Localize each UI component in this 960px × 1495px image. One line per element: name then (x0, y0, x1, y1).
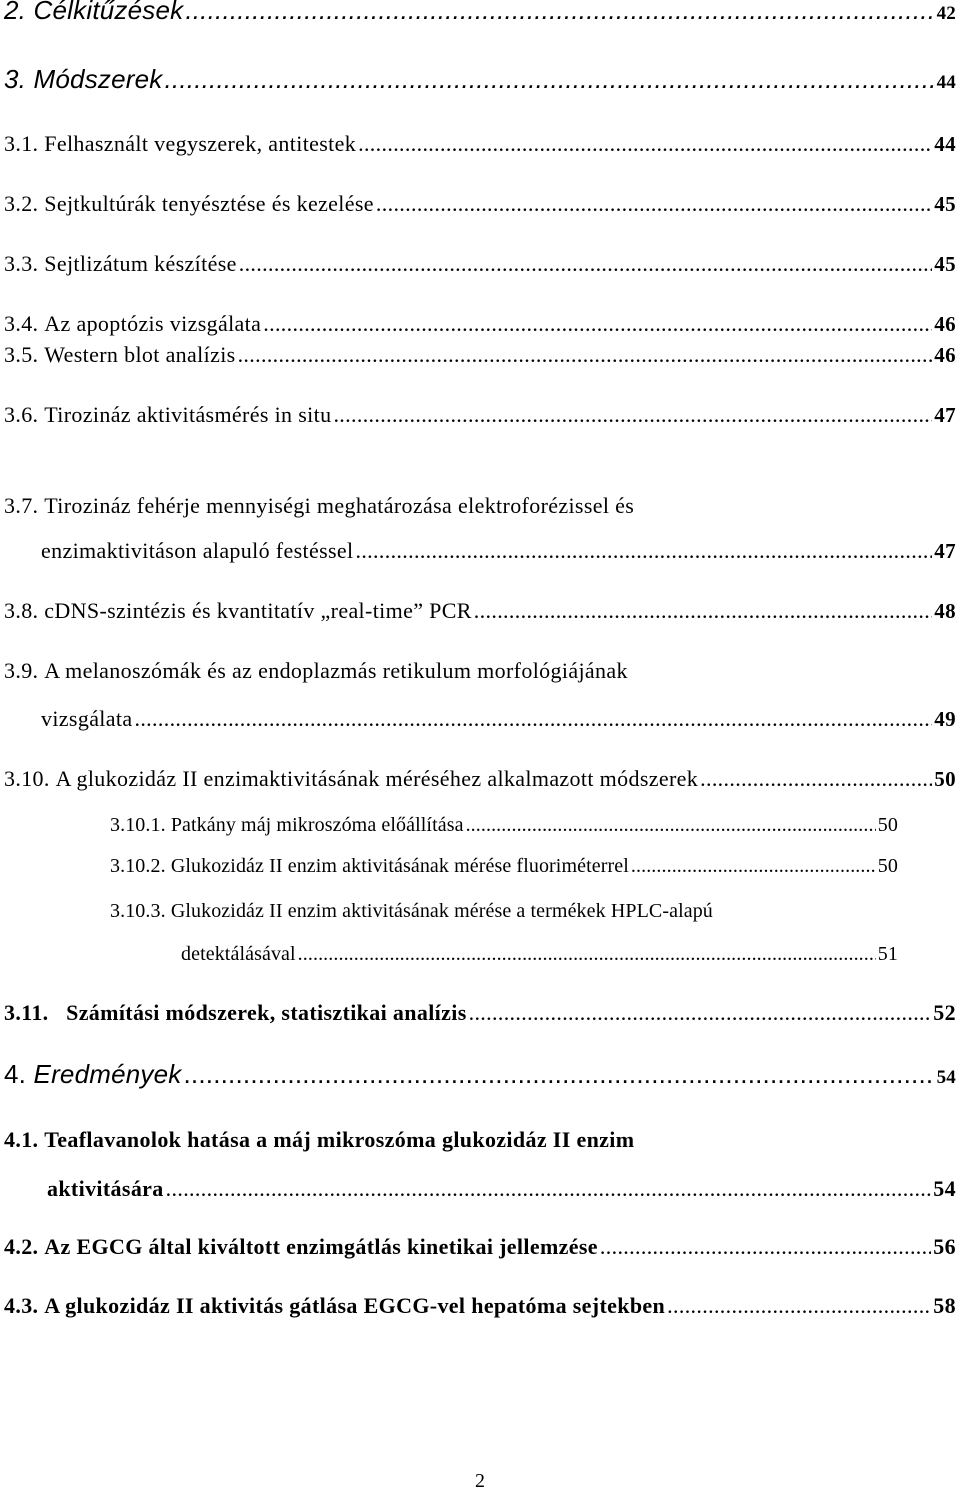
toc-entry-page: 42 (936, 3, 956, 24)
toc-entry-3-5[interactable] (4, 342, 956, 368)
toc-entry-modszerek[interactable] (4, 64, 956, 95)
toc-leader-dots (358, 131, 932, 157)
toc-entry-title: A melanoszómák és az endoplazmás retikulum morfológiájának (44, 658, 628, 683)
toc-entry-3-7[interactable] (4, 493, 956, 519)
toc-entry-title-continued: aktivitására (47, 1176, 164, 1201)
toc-entry-page: 44 (934, 132, 956, 156)
toc-entry-number: 3.10. (4, 766, 50, 791)
toc-entry-page: 46 (934, 312, 956, 336)
toc-entry-number: 3.10.2. (110, 855, 166, 877)
toc-entry-3-3[interactable] (4, 251, 956, 277)
toc-entry-3-7-continued[interactable] (4, 538, 956, 564)
toc-entry-3-10[interactable] (4, 766, 956, 792)
toc-entry-page: 52 (933, 1000, 956, 1025)
toc-entry-page: 50 (934, 767, 956, 791)
toc-entry-number: 2. (4, 0, 27, 25)
toc-entry-3-9-continued[interactable] (4, 706, 956, 732)
toc-entry-3-4[interactable] (4, 311, 956, 337)
toc-entry-number: 3.4. (4, 311, 39, 336)
toc-leader-dots (165, 64, 935, 95)
toc-entry-number: 3.11. (4, 1000, 49, 1025)
toc-entry-title: Western blot analízis (44, 342, 236, 367)
toc-entry-title: Számítási módszerek, statisztikai analízis (66, 1000, 467, 1025)
toc-entry-title: Sejtkultúrák tenyésztése és kezelése (44, 191, 374, 216)
toc-entry-3-10-1[interactable] (110, 814, 898, 837)
toc-leader-dots (263, 311, 932, 337)
toc-entry-number: 3.6. (4, 402, 39, 427)
toc-entry-page: 50 (877, 814, 898, 836)
toc-leader-dots (700, 766, 932, 792)
toc-entry-title: Teaflavanolok hatása a máj mikroszóma glukozidáz II enzim (44, 1127, 635, 1152)
toc-entry-page: 44 (936, 72, 956, 93)
toc-leader-dots (298, 943, 876, 966)
toc-entry-title: Glukozidáz II enzim aktivitásának mérése fluoriméterrel (170, 855, 629, 877)
toc-entry-title: Glukozidáz II enzim aktivitásának mérése a termékek HPLC-alapú (170, 900, 713, 922)
toc-entry-3-9[interactable] (4, 658, 956, 684)
toc-entry-3-10-3[interactable] (110, 900, 898, 923)
page-number: 2 (475, 1470, 485, 1492)
toc-entry-title: Tirozináz aktivitásmérés in situ (44, 402, 332, 427)
toc-entry-title: A glukozidáz II enzimaktivitásának méréséhez alkalmazott módszerek (55, 766, 699, 791)
toc-entry-4-1[interactable] (4, 1127, 956, 1153)
toc-entry-page: 50 (877, 855, 898, 877)
toc-leader-dots (600, 1234, 931, 1260)
toc-entry-3-11[interactable] (4, 1000, 956, 1026)
toc-entry-page: 51 (877, 943, 898, 965)
toc-entry-title: Patkány máj mikroszóma előállítása (170, 814, 464, 836)
toc-leader-dots (474, 598, 933, 624)
toc-entry-title: Tirozináz fehérje mennyiségi meghatározása elektroforézissel és (44, 493, 635, 518)
toc-entry-page: 54 (933, 1176, 956, 1201)
toc-entry-number: 4.2. (4, 1234, 39, 1259)
toc-leader-dots (185, 0, 934, 26)
toc-leader-dots (667, 1293, 931, 1319)
toc-entry-number: 3.2. (4, 191, 39, 216)
toc-leader-dots (469, 1000, 932, 1026)
toc-entry-title: Az apoptózis vizsgálata (44, 311, 262, 336)
toc-entry-eredmenyek[interactable] (4, 1059, 956, 1090)
toc-entry-4-2[interactable] (4, 1234, 956, 1260)
toc-entry-3-10-2[interactable] (110, 855, 898, 878)
toc-entry-3-1[interactable] (4, 131, 956, 157)
toc-entry-title: Az EGCG által kiváltott enzimgátlás kinetikai jellemzése (44, 1234, 598, 1259)
toc-entry-3-2[interactable] (4, 191, 956, 217)
toc-entry-page: 47 (934, 539, 956, 563)
toc-entry-number: 3.9. (4, 658, 39, 683)
toc-entry-title: Sejtlizátum készítése (44, 251, 237, 276)
toc-entry-page: 56 (933, 1234, 956, 1259)
toc-entry-title-continued: detektálásával (181, 943, 296, 965)
toc-leader-dots (376, 191, 932, 217)
toc-entry-number: 3.5. (4, 342, 39, 367)
toc-leader-dots (184, 1059, 935, 1090)
toc-entry-title-continued: vizsgálata (41, 706, 133, 731)
toc-entry-page: 54 (936, 1067, 956, 1088)
toc-entry-title: Célkitűzések (33, 0, 184, 25)
toc-leader-dots (134, 706, 932, 732)
toc-entry-number: 4. (4, 1059, 27, 1089)
toc-leader-dots (238, 342, 933, 368)
toc-leader-dots (166, 1176, 932, 1202)
toc-entry-title: Felhasznált vegyszerek, antitestek (44, 131, 357, 156)
toc-entry-number: 3.1. (4, 131, 39, 156)
toc-leader-dots (239, 251, 933, 277)
toc-entry-3-10-3-continued[interactable] (110, 943, 898, 966)
toc-entry-3-6[interactable] (4, 402, 956, 428)
toc-entry-number: 3. (4, 64, 27, 94)
toc-entry-page: 49 (934, 707, 956, 731)
toc-entry-number: 3.10.3. (110, 900, 166, 922)
toc-entry-number: 3.10.1. (110, 814, 166, 836)
toc-entry-number: 4.3. (4, 1293, 39, 1318)
toc-leader-dots (355, 538, 932, 564)
toc-entry-celkituzesek[interactable] (4, 0, 956, 26)
toc-entry-4-3[interactable] (4, 1293, 956, 1319)
toc-entry-title: cDNS-szintézis és kvantitatív „real-time” PCR (44, 598, 472, 623)
toc-entry-4-1-continued[interactable] (4, 1176, 956, 1202)
toc-entry-title-continued: enzimaktivitáson alapuló festéssel (41, 538, 354, 563)
toc-entry-title: Módszerek (33, 64, 163, 94)
toc-entry-number: 3.7. (4, 493, 39, 518)
toc-leader-dots (466, 814, 876, 837)
toc-entry-page: 58 (933, 1293, 956, 1318)
toc-entry-page: 46 (934, 343, 956, 367)
toc-entry-title: A glukozidáz II aktivitás gátlása EGCG-vel hepatóma sejtekben (44, 1293, 666, 1318)
toc-entry-page: 48 (934, 599, 956, 623)
toc-entry-3-8[interactable] (4, 598, 956, 624)
toc-entry-title: Eredmények (33, 1059, 182, 1089)
toc-entry-page: 47 (934, 403, 956, 427)
toc-entry-number: 4.1. (4, 1127, 39, 1152)
toc-leader-dots (631, 855, 876, 878)
toc-entry-number: 3.8. (4, 598, 39, 623)
toc-leader-dots (333, 402, 932, 428)
toc-entry-page: 45 (934, 252, 956, 276)
toc-entry-number: 3.3. (4, 251, 39, 276)
toc-entry-page: 45 (934, 192, 956, 216)
